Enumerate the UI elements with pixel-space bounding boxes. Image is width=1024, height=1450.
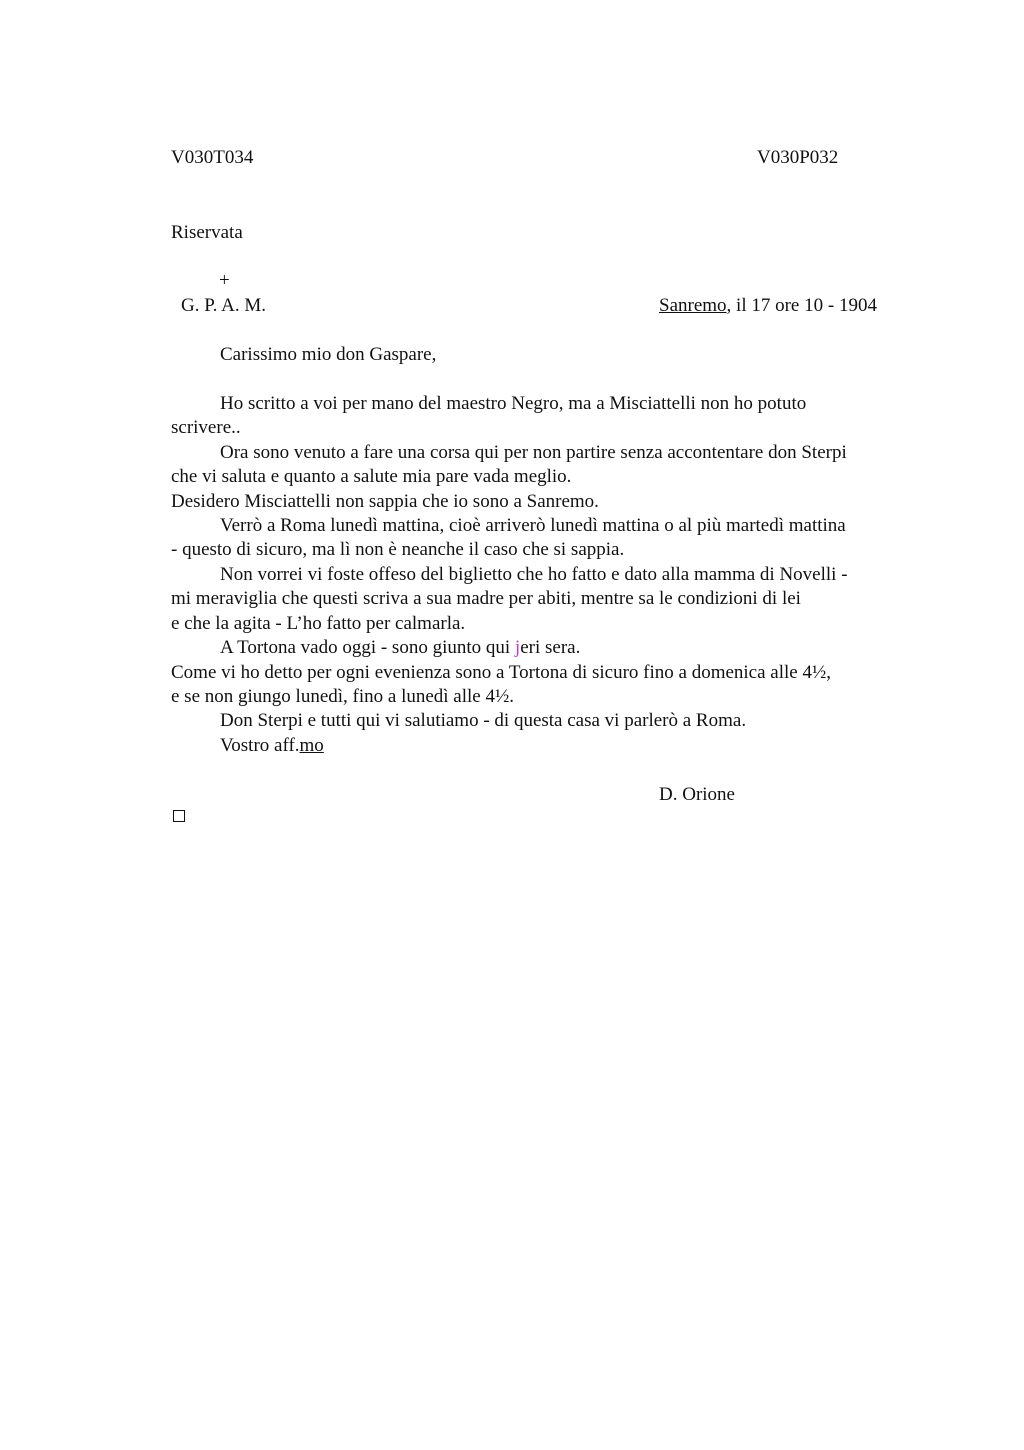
place-city: Sanremo xyxy=(659,295,727,316)
body-line: che vi saluta e quanto a salute mia pare vada meglio. xyxy=(171,466,572,487)
body-line: Ho scritto a voi per mano del maestro Negro, ma a Misciattelli non ho potuto xyxy=(220,393,807,414)
body-line xyxy=(220,636,580,660)
body-line: Come vi ho detto per ogni evenienza sono a Tortona di sicuro fino a domenica alle 4½, xyxy=(171,662,831,683)
document-code-right: V030P032 xyxy=(757,147,839,168)
body-line: scrivere.. xyxy=(171,417,241,438)
body-line: e se non giungo lunedì, fino a lunedì alle 4½. xyxy=(171,686,514,707)
highlighted-letter: j xyxy=(514,637,521,658)
body-line: mi meraviglia che questi scriva a sua madre per abiti, mentre sa le condizioni di lei xyxy=(171,588,801,609)
body-line: Don Sterpi e tutti qui vi salutiamo - di questa casa vi parlerò a Roma. xyxy=(220,710,747,731)
place-and-date xyxy=(659,294,877,318)
cross-symbol: + xyxy=(219,270,230,291)
body-line: - questo di sicuro, ma lì non è neanche il caso che si sappia. xyxy=(171,539,625,560)
body-line: Desidero Misciattelli non sappia che io sono a Sanremo. xyxy=(171,491,599,512)
date-text: , il 17 ore 10 - 1904 xyxy=(726,295,877,316)
closing-suffix: mo xyxy=(299,735,324,756)
confidential-label: Riservata xyxy=(171,222,243,243)
salutation: Carissimo mio don Gaspare, xyxy=(220,344,437,365)
closing xyxy=(220,734,324,758)
body-line: Ora sono venuto a fare una corsa qui per non partire senza accontentare don Sterpi xyxy=(220,442,847,463)
signature: D. Orione xyxy=(659,784,735,805)
body-line-part: A Tortona vado oggi - sono giunto qui xyxy=(220,637,515,658)
end-marker-square xyxy=(173,810,185,822)
body-line: Verrò a Roma lunedì mattina, cioè arriverò lunedì mattina o al più martedì mattina xyxy=(220,515,846,536)
body-line: Non vorrei vi foste offeso del biglietto che ho fatto e dato alla mamma di Novelli - xyxy=(220,564,848,585)
closing-prefix: Vostro aff. xyxy=(220,735,300,756)
body-line: e che la agita - L’ho fatto per calmarla. xyxy=(171,613,466,634)
motto: G. P. A. M. xyxy=(181,295,266,316)
document-code-left: V030T034 xyxy=(171,147,254,168)
body-line-part: eri sera. xyxy=(520,637,581,658)
